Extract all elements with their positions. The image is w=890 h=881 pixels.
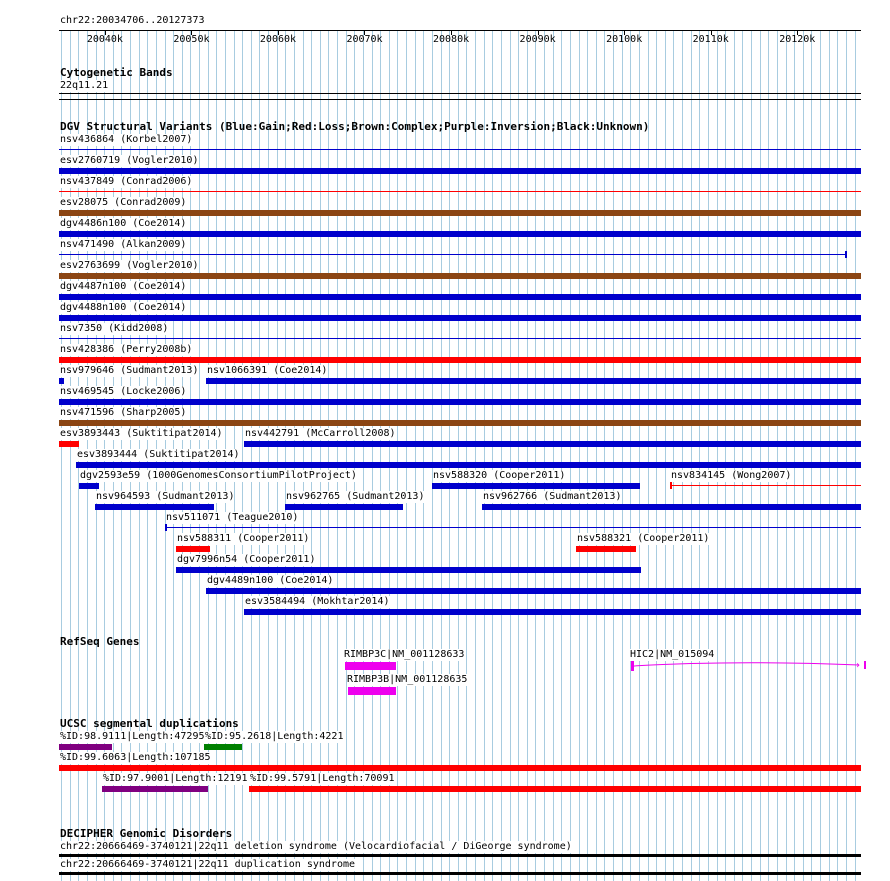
feature-label[interactable]: %ID:95.2618|Length:4221: [205, 731, 344, 742]
gene-exon-block[interactable]: [864, 661, 866, 669]
gridline: [285, 30, 286, 881]
gridline: [656, 30, 657, 881]
gridline: [648, 30, 649, 881]
feature-label[interactable]: chr22:20666469-3740121|22q11 deletion syndrome (Velocardiofacial / DiGeorge syndrome): [60, 841, 572, 852]
feature-label[interactable]: nsv437849 (Conrad2006): [60, 176, 193, 187]
decipher-track-title: DECIPHER Genomic Disorders: [60, 827, 233, 840]
feature-label[interactable]: esv28075 (Conrad2009): [60, 197, 187, 208]
feature-label[interactable]: nsv588321 (Cooper2011): [577, 533, 710, 544]
feature-label[interactable]: esv3893443 (Suktitipat2014): [60, 428, 223, 439]
gridline: [630, 30, 631, 881]
gene-exon-block[interactable]: [348, 687, 396, 695]
gridline: [717, 30, 718, 881]
gridline: [691, 30, 692, 881]
decipher-bar[interactable]: [59, 872, 861, 875]
gridline: [725, 30, 726, 881]
dgv-variant-bar[interactable]: [59, 191, 861, 192]
cytoband-bar-bottom: [59, 99, 861, 100]
gridline: [665, 30, 666, 881]
feature-label[interactable]: nsv588311 (Cooper2011): [177, 533, 310, 544]
gene-exon-block[interactable]: [345, 662, 396, 670]
feature-label[interactable]: esv3584494 (Mokhtar2014): [245, 596, 390, 607]
ruler-tick-label: 20060k: [259, 34, 297, 45]
ruler-tick-label: 20050k: [173, 34, 210, 45]
gridline: [328, 30, 329, 881]
gridline: [527, 30, 528, 881]
gridline: [579, 30, 580, 881]
dgv-variant-bar[interactable]: [79, 483, 99, 489]
gridline: [492, 30, 493, 881]
ruler-tick-label: 20110k: [692, 34, 729, 45]
dgv-variant-start-tick[interactable]: [670, 482, 672, 489]
dgv-variant-bar[interactable]: [59, 399, 861, 405]
segdup-bar[interactable]: [204, 744, 242, 750]
ruler-axis-line: [59, 30, 861, 31]
gridline: [259, 30, 260, 881]
gridline: [535, 30, 536, 881]
refseq-track-title: RefSeq Genes: [60, 635, 140, 648]
feature-label[interactable]: nsv471596 (Sharp2005): [60, 407, 187, 418]
feature-label[interactable]: esv3893444 (Suktitipat2014): [77, 449, 240, 460]
gridline: [466, 30, 467, 881]
feature-label[interactable]: nsv471490 (Alkan2009): [60, 239, 187, 250]
gridline: [380, 30, 381, 881]
gridline: [251, 30, 252, 881]
feature-label[interactable]: %ID:99.6063|Length:107185: [60, 752, 211, 763]
feature-label[interactable]: %ID:97.9001|Length:12191: [103, 773, 248, 784]
dgv-variant-bar[interactable]: [432, 483, 640, 489]
gene-intron-line[interactable]: [631, 658, 867, 674]
gridline: [803, 30, 804, 881]
feature-label[interactable]: esv2760719 (Vogler2010): [60, 155, 199, 166]
gridline: [320, 30, 321, 881]
gridline: [475, 30, 476, 881]
dgv-variant-bar[interactable]: [59, 378, 64, 384]
feature-label[interactable]: dgv4488n100 (Coe2014): [60, 302, 187, 313]
dgv-variant-bar[interactable]: [59, 357, 861, 363]
ruler: [59, 30, 861, 45]
gridline: [337, 30, 338, 881]
gridline: [561, 30, 562, 881]
feature-label[interactable]: dgv4489n100 (Coe2014): [207, 575, 334, 586]
feature-label[interactable]: nsv469545 (Locke2006): [60, 386, 187, 397]
gridline: [794, 30, 795, 881]
dgv-variant-bar[interactable]: [244, 609, 861, 615]
feature-label[interactable]: dgv4487n100 (Coe2014): [60, 281, 187, 292]
dgv-variant-bar[interactable]: [59, 210, 861, 216]
feature-label[interactable]: HIC2|NM_015094: [630, 649, 715, 660]
dgv-variant-bar[interactable]: [165, 527, 861, 528]
cytoband-bar-outline[interactable]: [59, 93, 861, 94]
segdup-bar[interactable]: [59, 744, 112, 750]
gene-strand-arrow-icon: ›: [855, 660, 862, 671]
dgv-variant-bar[interactable]: [59, 254, 847, 255]
dgv-variant-bar[interactable]: [59, 149, 861, 150]
gridline: [622, 30, 623, 881]
feature-label[interactable]: nsv588320 (Cooper2011): [433, 470, 566, 481]
gridline: [708, 30, 709, 881]
dgv-variant-bar[interactable]: [244, 441, 861, 447]
gridline: [372, 30, 373, 881]
gridline: [397, 30, 398, 881]
feature-label[interactable]: dgv4486n100 (Coe2014): [60, 218, 187, 229]
feature-label[interactable]: nsv436864 (Korbel2007): [60, 134, 193, 145]
gridline: [604, 30, 605, 881]
dgv-variant-bar[interactable]: [59, 168, 861, 174]
dgv-variant-bar[interactable]: [576, 546, 636, 552]
dgv-track-title: DGV Structural Variants (Blue:Gain;Red:Loss;Brown:Complex;Purple:Inversion;Black:Unknown): [60, 120, 650, 133]
gridline: [682, 30, 683, 881]
feature-label[interactable]: nsv834145 (Wong2007): [671, 470, 792, 481]
dgv-variant-bar[interactable]: [285, 504, 404, 510]
gridline: [613, 30, 614, 881]
gridline: [242, 30, 243, 881]
gridline: [432, 30, 433, 881]
gridline: [855, 30, 856, 881]
feature-label[interactable]: nsv979646 (Sudmant2013): [60, 365, 199, 376]
gridline: [734, 30, 735, 881]
gridline: [277, 30, 278, 881]
segdup-bar[interactable]: [102, 786, 208, 792]
gridline: [846, 30, 847, 881]
gridline: [441, 30, 442, 881]
cytoband-label[interactable]: 22q11.21: [60, 80, 109, 91]
gridline: [363, 30, 364, 881]
gridline: [484, 30, 485, 881]
gridline: [501, 30, 502, 881]
segdup-bar[interactable]: [249, 786, 861, 792]
feature-label[interactable]: esv2763699 (Vogler2010): [60, 260, 199, 271]
dgv-variant-bar[interactable]: [59, 441, 79, 447]
gridline: [294, 30, 295, 881]
gridline: [570, 30, 571, 881]
dgv-variant-bar[interactable]: [59, 338, 861, 339]
gridline: [510, 30, 511, 881]
gridline: [423, 30, 424, 881]
feature-label[interactable]: nsv428386 (Perry2008b): [60, 344, 193, 355]
gridline: [406, 30, 407, 881]
feature-label[interactable]: chr22:20666469-3740121|22q11 duplication syndrome: [60, 859, 356, 870]
region-label: chr22:20034706..20127373: [60, 15, 205, 26]
gridline: [311, 30, 312, 881]
gridline: [544, 30, 545, 881]
dgv-variant-bar[interactable]: [76, 462, 861, 468]
gridline: [837, 30, 838, 881]
feature-label[interactable]: %ID:98.9111|Length:47295: [60, 731, 205, 742]
dgv-variant-end-tick[interactable]: [845, 251, 847, 258]
feature-label[interactable]: nsv442791 (McCarroll2008): [245, 428, 396, 439]
ruler-tick-label: 20100k: [606, 34, 643, 45]
feature-label[interactable]: nsv964593 (Sudmant2013): [96, 491, 235, 502]
feature-label[interactable]: dgv2593e59 (1000GenomesConsortiumPilotProject): [80, 470, 357, 481]
gridline: [553, 30, 554, 881]
gridline: [354, 30, 355, 881]
gridline: [829, 30, 830, 881]
dgv-variant-start-tick[interactable]: [165, 524, 167, 531]
gridline: [786, 30, 787, 881]
dgv-variant-bar[interactable]: [59, 294, 861, 300]
gridline: [777, 30, 778, 881]
gridline: [768, 30, 769, 881]
dgv-variant-bar[interactable]: [59, 315, 861, 321]
gridline: [760, 30, 761, 881]
gridline: [751, 30, 752, 881]
ruler-tick-label: 20090k: [519, 34, 556, 45]
gridline: [346, 30, 347, 881]
dgv-variant-bar[interactable]: [59, 420, 861, 426]
dgv-variant-bar[interactable]: [670, 485, 861, 486]
cytoband-track-title: Cytogenetic Bands: [60, 66, 173, 79]
gridline: [742, 30, 743, 881]
ruler-tick-label: 20040k: [86, 34, 123, 45]
gridline: [811, 30, 812, 881]
ruler-tick-label: 20120k: [779, 34, 816, 45]
feature-label[interactable]: nsv962766 (Sudmant2013): [483, 491, 622, 502]
gridline: [699, 30, 700, 881]
dgv-variant-bar[interactable]: [59, 273, 861, 279]
decipher-bar[interactable]: [59, 854, 861, 857]
dgv-variant-bar[interactable]: [176, 546, 210, 552]
dgv-variant-bar[interactable]: [482, 504, 861, 510]
feature-label[interactable]: %ID:99.5791|Length:70091: [250, 773, 395, 784]
feature-label[interactable]: nsv962765 (Sudmant2013): [286, 491, 425, 502]
gridline: [415, 30, 416, 881]
gridline: [458, 30, 459, 881]
ruler-tick-label: 20080k: [433, 34, 470, 45]
dgv-variant-bar[interactable]: [206, 378, 861, 384]
gridline: [639, 30, 640, 881]
gridline: [518, 30, 519, 881]
feature-label[interactable]: nsv511071 (Teague2010): [166, 512, 299, 523]
segdup-track-title: UCSC segmental duplications: [60, 717, 239, 730]
gridline: [303, 30, 304, 881]
gridline: [389, 30, 390, 881]
feature-label[interactable]: RIMBP3B|NM_001128635: [347, 674, 468, 685]
feature-label[interactable]: nsv7350 (Kidd2008): [60, 323, 169, 334]
segdup-bar[interactable]: [59, 765, 861, 771]
feature-label[interactable]: nsv1066391 (Coe2014): [207, 365, 328, 376]
ruler-tick-label: 20070k: [346, 34, 383, 45]
dgv-variant-bar[interactable]: [176, 567, 642, 573]
gridline: [587, 30, 588, 881]
gridline: [820, 30, 821, 881]
feature-label[interactable]: dgv7996n54 (Cooper2011): [177, 554, 316, 565]
gridline: [596, 30, 597, 881]
gridline: [449, 30, 450, 881]
dgv-variant-bar[interactable]: [95, 504, 214, 510]
gridline: [268, 30, 269, 881]
dgv-variant-bar[interactable]: [59, 231, 861, 237]
gridline: [673, 30, 674, 881]
feature-label[interactable]: RIMBP3C|NM_001128633: [344, 649, 465, 660]
dgv-variant-bar[interactable]: [206, 588, 861, 594]
